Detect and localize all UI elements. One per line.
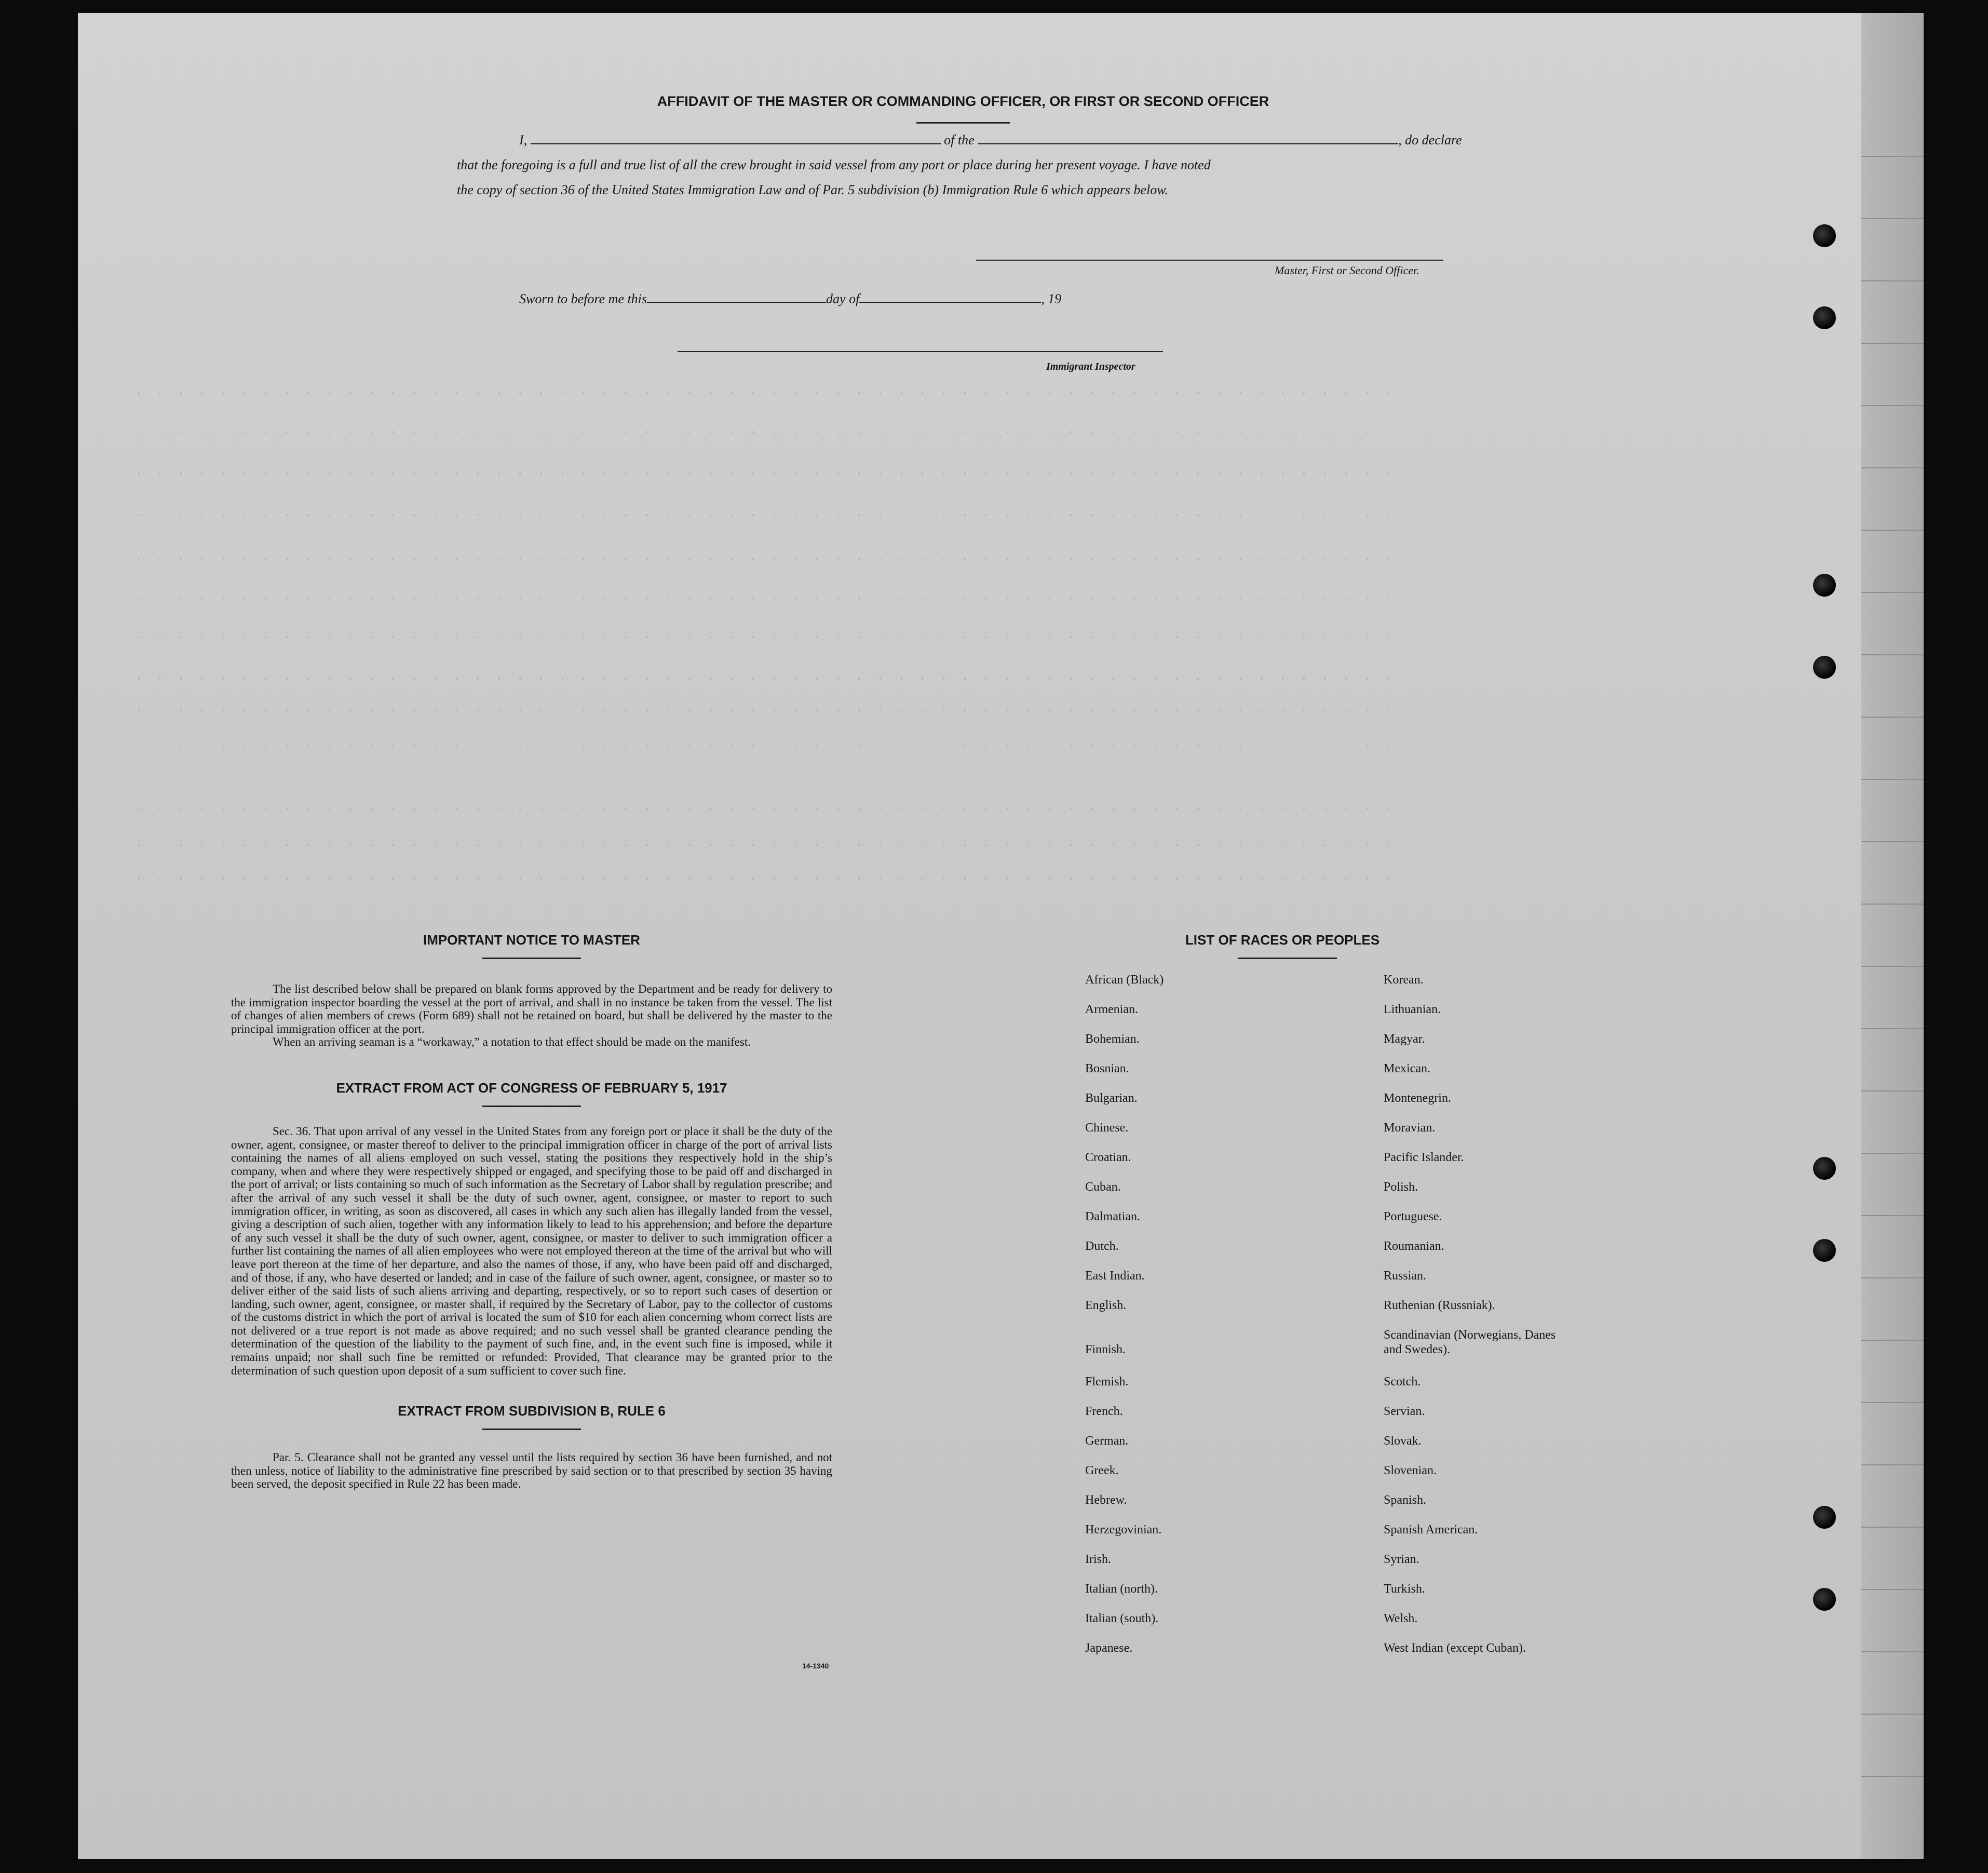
act-divider	[482, 1106, 581, 1107]
binder-hole-icon	[1813, 574, 1836, 597]
race-item: Korean.	[1384, 973, 1424, 987]
race-item: Portuguese.	[1384, 1210, 1442, 1223]
race-item: Bulgarian.	[1085, 1092, 1138, 1105]
race-item: Russian.	[1384, 1269, 1427, 1283]
races-right-column	[1384, 973, 1630, 1670]
master-signature-line[interactable]	[976, 260, 1443, 261]
binder-hole-icon	[1813, 306, 1836, 329]
race-item: Slovenian.	[1384, 1464, 1437, 1477]
race-item: Chinese.	[1085, 1121, 1129, 1135]
race-item: Hebrew.	[1085, 1493, 1127, 1507]
race-item: Italian (south).	[1085, 1612, 1159, 1625]
title-divider	[916, 122, 1010, 124]
race-item: Pacific Islander.	[1384, 1151, 1464, 1164]
race-item: French.	[1085, 1405, 1123, 1418]
notice-heading: IMPORTANT NOTICE TO MASTER	[423, 932, 640, 948]
sworn-day-blank[interactable]	[647, 291, 826, 303]
notice-paragraph: The list described below shall be prepared on blank forms approved by the Department and be ready for delivery to the immigration inspector boarding the vessel at the port of arrival, and shall in no instance be taken from the vessel. The list of changes of alien members of crews (Form 689) shall not be retained on board, but shall be delivered by the master to the principal immigration officer at the port.	[231, 982, 832, 1035]
race-item: Spanish American.	[1384, 1523, 1478, 1537]
race-item: African (Black)	[1085, 973, 1164, 987]
race-item: Magyar.	[1384, 1032, 1425, 1046]
master-caption: Master, First or Second Officer.	[1275, 264, 1419, 277]
binder-hole-icon	[1813, 1239, 1836, 1262]
vessel-name-blank[interactable]	[978, 132, 1398, 144]
inspector-caption: Immigrant Inspector	[1046, 361, 1135, 372]
race-item: Scotch.	[1384, 1375, 1421, 1389]
race-item: Ruthenian (Russniak).	[1384, 1299, 1495, 1312]
race-item: Slovak.	[1384, 1434, 1422, 1448]
notice-divider	[482, 958, 581, 959]
races-heading: LIST OF RACES OR PEOPLES	[1185, 932, 1380, 948]
of-the-label: of the	[944, 132, 975, 147]
race-item: Herzegovinian.	[1085, 1523, 1162, 1537]
day-of-label: day of	[826, 291, 860, 306]
races-list	[1085, 932, 1630, 1670]
race-item: Roumanian.	[1384, 1239, 1444, 1253]
race-item: Montenegrin.	[1384, 1092, 1451, 1105]
i-label: I,	[519, 132, 528, 147]
race-item: Flemish.	[1085, 1375, 1129, 1389]
race-item: Syrian.	[1384, 1553, 1419, 1566]
race-item: Spanish.	[1384, 1493, 1427, 1507]
notice-body	[231, 982, 832, 1049]
race-item: Mexican.	[1384, 1062, 1430, 1075]
binder-hole-icon	[1813, 224, 1836, 247]
notice-paragraph: When an arriving seaman is a “workaway,” a notation to that effect should be made on the manifest.	[273, 1035, 751, 1049]
act-text: Sec. 36. That upon arrival of any vessel in the United States from any foreign port or place it shall be the duty of the owner, agent, consignee, or master thereof to deliver to the principal immigration officer in charge of the port of arrival lists containing the names of all aliens employed on such vessel, stating the positions they respectively hold in the ship’s company, when and where they were respectively shipped or engaged, and specifying those to be paid off and discharged in the port of arrival; or lists containing so much of such information as the Secretary of Labor shall by regulation prescribe; and after the arrival of any such vessel it shall be the duty of such owner, agent, consignee, or master to report to such immigration officer, in writing, as soon as discovered, all cases in which any such alien has illegally landed from the vessel, giving a description of such alien, together with any information likely to lead to his apprehension; and before the departure of any such vessel it shall be the duty of such owner, agent, consignee, or master to deliver to such immigration officer a further list containing the names of all alien employees who were not employed thereon at the time of the arrival but who will leave port thereon at the time of her departure, and also the names of those, if any, who have been paid off and discharged, and of those, if any, who have deserted or landed; and in case of the failure of such owner, agent, consignee, or master so to deliver either of the said lists of such aliens arriving and departing, respectively, or so to report such cases of desertion or landing, such owner, agent, consignee, or master shall, if required by the Secretary of Labor, pay to the collector of customs of the customs district in which the port of arrival is located the sum of $10 for each alien concerning whom correct lists are not delivered or a true report is not made as above required; and no such vessel shall be granted clearance pending the determination of the question of the liability to the payment of such fine, and, in the event such fine is imposed, while it remains unpaid; nor shall such fine be remitted or refunded: Provided, That clearance may be granted prior to the determination of such question upon deposit of a sum sufficient to cover such fine.	[231, 1124, 832, 1377]
race-item: Bosnian.	[1085, 1062, 1129, 1075]
race-item: Turkish.	[1384, 1582, 1425, 1596]
race-item: Armenian.	[1085, 1003, 1138, 1016]
rule-divider	[482, 1429, 581, 1430]
rule-heading: EXTRACT FROM SUBDIVISION B, RULE 6	[398, 1403, 666, 1419]
race-item: Irish.	[1085, 1553, 1111, 1566]
race-item: Dalmatian.	[1085, 1210, 1140, 1223]
race-item: Greek.	[1085, 1464, 1119, 1477]
race-item: West Indian (except Cuban).	[1384, 1641, 1526, 1655]
race-item: English.	[1085, 1299, 1127, 1312]
left-column	[231, 932, 832, 1491]
races-divider	[1238, 958, 1337, 959]
affidavit-title: AFFIDAVIT OF THE MASTER OR COMMANDING OFFICER, OR FIRST OR SECOND OFFICER	[657, 93, 1269, 109]
declaration	[457, 128, 1469, 203]
binder-hole-icon	[1813, 1157, 1836, 1180]
races-grid	[1085, 973, 1630, 1670]
race-item: Lithuanian.	[1384, 1003, 1441, 1016]
affidavit-section	[457, 93, 1469, 203]
race-item: Servian.	[1384, 1405, 1425, 1418]
sworn-month-blank[interactable]	[859, 291, 1041, 303]
declaration-line-3: the copy of section 36 of the United States Immigration Law and of Par. 5 subdivision (b) Immigration Rule 6 which appears below.	[457, 182, 1169, 197]
race-item: Welsh.	[1384, 1612, 1418, 1625]
race-item: Dutch.	[1085, 1239, 1119, 1253]
form-number: 14-1340	[802, 1662, 829, 1670]
underlying-page-edge	[1861, 13, 1924, 1859]
do-declare-label: , do declare	[1398, 132, 1462, 147]
binder-hole-icon	[1813, 1506, 1836, 1529]
year-prefix: , 19	[1041, 291, 1062, 306]
binder-hole-icon	[1813, 1588, 1836, 1611]
act-heading: EXTRACT FROM ACT OF CONGRESS OF FEBRUARY 5, 1917	[336, 1080, 727, 1096]
race-item: Croatian.	[1085, 1151, 1131, 1164]
officer-name-blank[interactable]	[531, 132, 941, 144]
declaration-line-2: that the foregoing is a full and true list of all the crew brought in said vessel from any port or place during her present voyage. I have noted	[457, 157, 1211, 172]
race-item: Moravian.	[1384, 1121, 1436, 1135]
sworn-line	[519, 291, 1061, 307]
sworn-prefix: Sworn to before me this	[519, 291, 647, 306]
race-item: Cuban.	[1085, 1180, 1121, 1194]
race-item: German.	[1085, 1434, 1129, 1448]
race-item: Bohemian.	[1085, 1032, 1140, 1046]
inspector-signature-line[interactable]	[678, 351, 1163, 352]
race-item: Italian (north).	[1085, 1582, 1158, 1596]
race-item: Scandinavian (Norwegians, Danes and Swedes).	[1384, 1328, 1556, 1356]
race-item: East Indian.	[1085, 1269, 1145, 1283]
races-left-column	[1085, 973, 1384, 1670]
binder-hole-icon	[1813, 656, 1836, 679]
race-item: Japanese.	[1085, 1641, 1133, 1655]
race-item: Polish.	[1384, 1180, 1418, 1194]
race-item: Finnish.	[1085, 1343, 1126, 1356]
rule-text: Par. 5. Clearance shall not be granted any vessel until the lists required by section 36 have been furnished, and not then unless, notice of liability to the administrative fine prescribed by said section or to that prescribed by section 35 having been served, the deposit specified in Rule 22 has been made.	[231, 1451, 832, 1491]
